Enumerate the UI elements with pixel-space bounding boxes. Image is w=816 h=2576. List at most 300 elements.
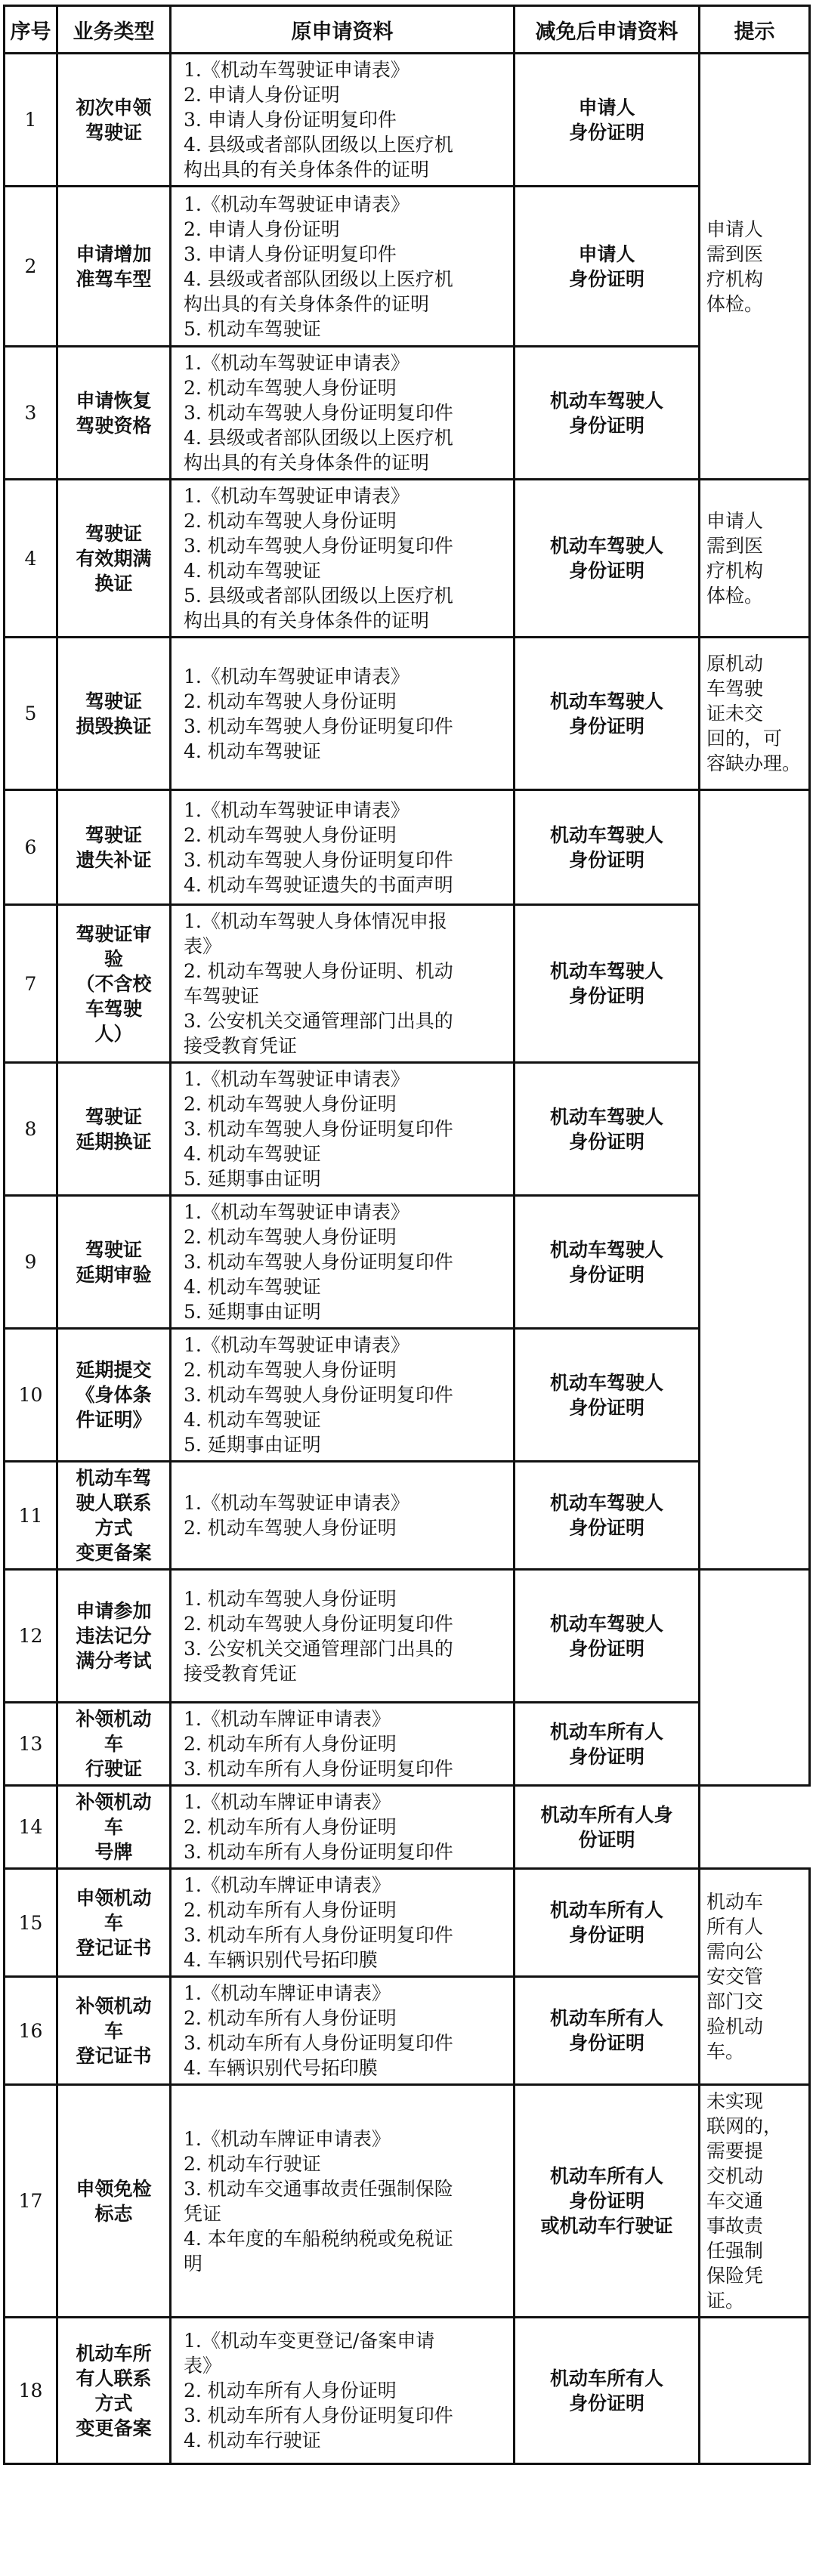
- cell-line: 车驾驶证: [184, 985, 260, 1007]
- cell-line: 行驶证: [85, 1758, 142, 1780]
- row-index: 15: [5, 1869, 57, 1977]
- cell-line: 疗机构: [706, 267, 764, 290]
- reduced-materials-cell: [515, 1063, 700, 1196]
- cell-line: 2. 申请人身份证明: [184, 218, 340, 240]
- cell-line: 构出具的有关身体条件的证明: [184, 159, 430, 181]
- row-index: 4: [5, 480, 57, 638]
- table-row: [5, 1570, 810, 1703]
- cell-line: 机动车所有人: [549, 1720, 663, 1743]
- reduced-materials-cell: [515, 1462, 700, 1570]
- cell-line: 事故责: [706, 2215, 764, 2237]
- cell-line: 驾驶证: [85, 522, 142, 545]
- cell-line: 1.《机动车牌证申请表》: [184, 1982, 391, 2004]
- reduced-materials-cell: [515, 790, 700, 905]
- business-type-cell: [57, 638, 171, 790]
- cell-line: 身份证明: [568, 414, 644, 437]
- cell-line: 2. 机动车驾驶人身份证明: [184, 1226, 397, 1248]
- cell-line: 2. 申请人身份证明: [184, 84, 340, 106]
- row-index: 18: [5, 2318, 57, 2464]
- cell-line: 1.《机动车驾驶证申请表》: [184, 193, 410, 215]
- row-index: 5: [5, 638, 57, 790]
- cell-line: 1.《机动车驾驶证申请表》: [184, 1334, 410, 1356]
- cell-line: 身份证明: [568, 1517, 644, 1539]
- tip-cell: [700, 1869, 810, 2085]
- cell-line: 1. 机动车驾驶人身份证明: [184, 1587, 397, 1610]
- reduced-materials-cell: [515, 2085, 700, 2318]
- cell-line: 3. 公安机关交通管理部门出具的: [184, 1637, 453, 1660]
- cell-line: 2. 机动车驾驶人身份证明: [184, 510, 397, 532]
- original-materials-cell: [171, 2318, 515, 2464]
- row-index: 13: [5, 1703, 57, 1786]
- original-materials-cell: [171, 480, 515, 638]
- tip-cell: [700, 2085, 810, 2318]
- cell-line: 3. 机动车驾驶人身份证明复印件: [184, 402, 453, 424]
- cell-line: 机动车驾驶人: [549, 1492, 663, 1514]
- cell-line: 3. 机动车交通事故责任强制保险: [184, 2177, 453, 2200]
- cell-line: 4. 机动车行驶证: [184, 2429, 321, 2451]
- cell-line: 登记证书: [76, 1936, 152, 1959]
- header-original-materials: 原申请资料: [171, 6, 515, 54]
- cell-line: 补领机动: [76, 1708, 152, 1730]
- table-row: [5, 2318, 810, 2464]
- cell-line: 机动车所有人: [549, 2007, 663, 2029]
- cell-line: 2. 机动车所有人身份证明: [184, 2007, 397, 2029]
- reduced-materials-cell: [515, 638, 700, 790]
- cell-line: 凭证: [184, 2202, 222, 2225]
- cell-line: 未实现: [706, 2090, 764, 2112]
- cell-line: 机动车所有人身: [540, 1803, 673, 1826]
- reduced-materials-cell: [515, 187, 700, 347]
- cell-line: 4. 机动车驾驶证: [184, 1276, 321, 1298]
- cell-line: 1.《机动车驾驶证申请表》: [184, 1492, 410, 1514]
- row-index: 3: [5, 347, 57, 480]
- original-materials-cell: [171, 1196, 515, 1329]
- cell-line: 容缺办理。: [706, 752, 802, 774]
- cell-line: 机动车所: [76, 2342, 152, 2364]
- cell-line: 4. 机动车驾驶证: [184, 1143, 321, 1165]
- row-index: 6: [5, 790, 57, 905]
- cell-line: 2. 机动车驾驶人身份证明复印件: [184, 1612, 453, 1635]
- cell-line: 5. 延期事由证明: [184, 1434, 321, 1456]
- cell-line: 体检。: [706, 292, 764, 315]
- cell-line: 身份证明: [568, 1130, 644, 1153]
- original-materials-cell: [171, 1570, 515, 1703]
- cell-line: 所有人: [706, 1916, 764, 1938]
- cell-line: 3. 机动车所有人身份证明复印件: [184, 1841, 453, 1863]
- reduced-materials-cell: [515, 1703, 700, 1786]
- cell-line: 号牌: [94, 1841, 133, 1863]
- row-index: 14: [5, 1786, 57, 1869]
- cell-line: 车交通: [706, 2190, 764, 2212]
- original-materials-cell: [171, 1462, 515, 1570]
- cell-line: 违法记分: [76, 1625, 152, 1647]
- cell-line: 3. 机动车驾驶人身份证明复印件: [184, 1384, 453, 1406]
- cell-line: 2. 机动车所有人身份证明: [184, 2380, 397, 2401]
- cell-line: 需到医: [706, 535, 764, 557]
- cell-line: 原机动: [706, 653, 764, 675]
- reduced-materials-cell: [515, 1786, 700, 1869]
- table-row: [5, 1063, 810, 1196]
- cell-line: 驶人联系: [76, 1492, 152, 1514]
- cell-line: 换证: [94, 572, 133, 595]
- original-materials-cell: [171, 1869, 515, 1977]
- cell-line: 件证明》: [76, 1409, 152, 1431]
- reduced-materials-cell: [515, 1570, 700, 1703]
- cell-line: 1.《机动车驾驶证申请表》: [184, 352, 410, 374]
- cell-line: 驾驶证审: [76, 922, 152, 945]
- tip-cell-empty: [700, 2318, 810, 2464]
- cell-line: 驾驶证: [85, 1238, 142, 1261]
- cell-line: 机动车所有人: [549, 2367, 663, 2389]
- cell-line: 机动车: [706, 1891, 764, 1913]
- cell-line: 机动车驾驶人: [549, 1238, 663, 1261]
- cell-line: 身份证明: [568, 2032, 644, 2054]
- original-materials-cell: [171, 1063, 515, 1196]
- table-row: [5, 790, 810, 905]
- cell-line: 1.《机动车驾驶人身体情况申报: [184, 910, 447, 932]
- cell-line: 3. 机动车所有人身份证明复印件: [184, 2405, 453, 2426]
- cell-line: 4. 县级或者部队团级以上医疗机: [184, 134, 453, 156]
- business-type-cell: [57, 347, 171, 480]
- cell-line: 2. 机动车所有人身份证明: [184, 1899, 397, 1921]
- table-row: [5, 1869, 810, 1977]
- business-type-cell: [57, 480, 171, 638]
- cell-line: 4. 机动车驾驶证: [184, 560, 321, 582]
- row-index: 16: [5, 1977, 57, 2085]
- cell-line: 身份证明: [568, 2392, 644, 2414]
- table-row: [5, 638, 810, 790]
- cell-line: 申领机动: [76, 1886, 152, 1909]
- cell-line: 1.《机动车驾驶证申请表》: [184, 1068, 410, 1090]
- cell-line: 3. 申请人身份证明复印件: [184, 242, 397, 265]
- cell-line: 表》: [184, 935, 222, 957]
- reduced-materials-cell: [515, 1196, 700, 1329]
- cell-line: 身份证明: [568, 560, 644, 582]
- table-row: [5, 1196, 810, 1329]
- original-materials-cell: [171, 1977, 515, 2085]
- cell-line: 驾驶资格: [76, 414, 152, 437]
- cell-line: 申领免检: [76, 2177, 152, 2200]
- cell-line: 4. 机动车驾驶证: [184, 740, 321, 762]
- cell-line: 车: [104, 1816, 123, 1838]
- business-type-cell: [57, 1570, 171, 1703]
- cell-line: 1.《机动车驾驶证申请表》: [184, 59, 410, 81]
- reduced-materials-cell: [515, 1329, 700, 1462]
- header-tips: 提示: [700, 6, 810, 54]
- cell-line: 车: [104, 1733, 123, 1755]
- cell-line: 1.《机动车牌证申请表》: [184, 1708, 391, 1730]
- cell-line: 保险凭: [706, 2265, 764, 2287]
- cell-line: 补领机动: [76, 1994, 152, 2017]
- cell-line: 车驾驶: [706, 678, 764, 700]
- cell-line: 4. 车辆识别代号拓印膜: [184, 1949, 378, 1971]
- reduced-materials-cell: [515, 905, 700, 1063]
- cell-line: 3. 机动车驾驶人身份证明复印件: [184, 848, 453, 871]
- business-type-cell: [57, 2085, 171, 2318]
- cell-line: 1.《机动车牌证申请表》: [184, 1791, 391, 1813]
- cell-line: 份证明: [578, 1828, 635, 1851]
- cell-line: 补领机动: [76, 1791, 152, 1813]
- cell-line: 标志: [94, 2202, 133, 2225]
- cell-line: 遗失补证: [76, 848, 152, 871]
- tip-cell: [700, 638, 810, 790]
- original-materials-cell: [171, 790, 515, 905]
- business-type-cell: [57, 2318, 171, 2464]
- cell-line: 身份证明: [568, 121, 644, 144]
- cell-line: 构出具的有关身体条件的证明: [184, 292, 430, 315]
- reduced-materials-cell: [515, 2318, 700, 2464]
- cell-line: 2. 机动车驾驶人身份证明: [184, 690, 397, 712]
- table-row: [5, 187, 810, 347]
- document-page: [3, 5, 808, 2465]
- cell-line: 3. 机动车所有人身份证明复印件: [184, 1924, 453, 1946]
- cell-line: 需向公: [706, 1941, 764, 1963]
- business-type-cell: [57, 1329, 171, 1462]
- cell-line: 驾驶证: [85, 1105, 142, 1128]
- cell-line: 1.《机动车驾驶证申请表》: [184, 798, 410, 821]
- cell-line: 4. 车辆识别代号拓印膜: [184, 2057, 378, 2079]
- cell-line: 有人联系: [76, 2367, 152, 2389]
- cell-line: 明: [184, 2252, 203, 2275]
- cell-line: 车: [104, 1911, 123, 1934]
- table-row: [5, 1462, 810, 1570]
- row-index: 9: [5, 1196, 57, 1329]
- cell-line: 车驾驶: [85, 997, 142, 1020]
- cell-line: 2. 机动车行驶证: [184, 2152, 321, 2175]
- cell-line: 申请人: [706, 510, 764, 532]
- cell-line: 5. 机动车驾驶证: [184, 317, 321, 340]
- row-index: 10: [5, 1329, 57, 1462]
- cell-line: 需到医: [706, 242, 764, 265]
- cell-line: 身份证明: [568, 1396, 644, 1419]
- cell-line: 机动车驾驶人: [549, 535, 663, 557]
- cell-line: 身份证明: [568, 1745, 644, 1768]
- cell-line: 回的，可: [706, 727, 783, 749]
- cell-line: 联网的，: [706, 2115, 783, 2137]
- cell-line: 延期审验: [76, 1263, 152, 1286]
- cell-line: 人）: [94, 1022, 133, 1045]
- reduced-materials-cell: [515, 54, 700, 187]
- reduced-materials-cell: [515, 347, 700, 480]
- original-materials-cell: [171, 1786, 515, 1869]
- cell-line: 3. 机动车驾驶人身份证明复印件: [184, 715, 453, 737]
- row-index: 11: [5, 1462, 57, 1570]
- cell-line: 变更备案: [76, 2417, 152, 2439]
- cell-line: 申请人: [578, 242, 635, 265]
- business-type-cell: [57, 1196, 171, 1329]
- cell-line: 机动车驾驶人: [549, 690, 663, 712]
- table-header-row: [5, 6, 810, 54]
- cell-line: 体检。: [706, 585, 764, 607]
- cell-line: 4. 本年度的车船税纳税或免税证: [184, 2227, 453, 2250]
- business-type-cell: [57, 1977, 171, 2085]
- cell-line: 申请恢复: [76, 389, 152, 412]
- business-type-cell: [57, 187, 171, 347]
- cell-line: 机动车驾驶人: [549, 389, 663, 412]
- reduced-materials-cell: [515, 1977, 700, 2085]
- cell-line: 方式: [94, 1517, 133, 1539]
- business-type-cell: [57, 905, 171, 1063]
- cell-line: 延期换证: [76, 1130, 152, 1153]
- cell-line: 接受教育凭证: [184, 1662, 298, 1685]
- cell-line: 损毁换证: [76, 715, 152, 737]
- header-business-type: 业务类型: [57, 6, 171, 54]
- cell-line: 交机动: [706, 2165, 764, 2187]
- cell-line: 机动车所有人: [549, 1899, 663, 1921]
- table-row: [5, 1977, 810, 2085]
- header-reduced-materials: 减免后申请资料: [515, 6, 700, 54]
- header-index: 序号: [5, 6, 57, 54]
- cell-line: 《身体条: [76, 1384, 152, 1406]
- cell-line: 构出具的有关身体条件的证明: [184, 452, 430, 474]
- table-row: [5, 1786, 810, 1869]
- table-row: [5, 905, 810, 1063]
- table-row: [5, 480, 810, 638]
- cell-line: 3. 机动车驾驶人身份证明复印件: [184, 1251, 453, 1273]
- cell-line: 身份证明: [568, 848, 644, 871]
- row-index: 17: [5, 2085, 57, 2318]
- cell-line: 需要提: [706, 2140, 764, 2162]
- cell-line: 准驾车型: [76, 267, 152, 290]
- cell-line: 2. 机动车所有人身份证明: [184, 1733, 397, 1755]
- cell-line: 车。: [706, 2040, 745, 2062]
- materials-table: [3, 5, 811, 2465]
- cell-line: 机动车驾驶人: [549, 1105, 663, 1128]
- original-materials-cell: [171, 2085, 515, 2318]
- original-materials-cell: [171, 187, 515, 347]
- table-row: [5, 1703, 810, 1786]
- cell-line: 验: [104, 947, 123, 970]
- cell-line: 身份证明: [568, 2190, 644, 2212]
- tip-cell: [700, 54, 810, 480]
- cell-line: 2. 机动车所有人身份证明: [184, 1816, 397, 1838]
- cell-line: 驾驶证: [85, 690, 142, 712]
- row-index: 7: [5, 905, 57, 1063]
- cell-line: （不含校: [76, 972, 152, 995]
- row-index: 8: [5, 1063, 57, 1196]
- table-row: [5, 1329, 810, 1462]
- cell-line: 验机动: [706, 2015, 764, 2037]
- original-materials-cell: [171, 347, 515, 480]
- business-type-cell: [57, 1462, 171, 1570]
- cell-line: 机动车驾驶人: [549, 823, 663, 846]
- row-index: 1: [5, 54, 57, 187]
- cell-line: 部门交: [706, 1991, 764, 2012]
- business-type-cell: [57, 54, 171, 187]
- original-materials-cell: [171, 54, 515, 187]
- row-index: 12: [5, 1570, 57, 1703]
- cell-line: 身份证明: [568, 715, 644, 737]
- business-type-cell: [57, 1063, 171, 1196]
- cell-line: 身份证明: [568, 985, 644, 1007]
- cell-line: 1.《机动车驾驶证申请表》: [184, 485, 410, 507]
- cell-line: 申请人: [706, 218, 764, 240]
- cell-line: 2. 机动车驾驶人身份证明: [184, 823, 397, 846]
- business-type-cell: [57, 1703, 171, 1786]
- tip-cell-empty: [700, 790, 810, 1570]
- cell-line: 登记证书: [76, 2044, 152, 2067]
- tip-cell-empty: [700, 1570, 810, 1786]
- cell-line: 2. 机动车驾驶人身份证明: [184, 1093, 397, 1115]
- business-type-cell: [57, 790, 171, 905]
- cell-line: 驾驶证: [85, 823, 142, 846]
- cell-line: 3. 机动车驾驶人身份证明复印件: [184, 1118, 453, 1140]
- cell-line: 1.《机动车变更登记/备案申请: [184, 2330, 435, 2352]
- cell-line: 身份证明: [568, 1924, 644, 1946]
- cell-line: 3. 申请人身份证明复印件: [184, 109, 397, 131]
- cell-line: 机动车驾驶人: [549, 960, 663, 982]
- cell-line: 身份证明: [568, 1263, 644, 1286]
- cell-line: 3. 公安机关交通管理部门出具的: [184, 1010, 453, 1032]
- cell-line: 4. 县级或者部队团级以上医疗机: [184, 427, 453, 449]
- table-row: [5, 2085, 810, 2318]
- table-row: [5, 347, 810, 480]
- cell-line: 申请增加: [76, 242, 152, 265]
- cell-line: 身份证明: [568, 1637, 644, 1660]
- original-materials-cell: [171, 905, 515, 1063]
- cell-line: 机动车驾: [76, 1467, 152, 1489]
- cell-line: 3. 机动车所有人身份证明复印件: [184, 2032, 453, 2054]
- cell-line: 2. 机动车驾驶人身份证明: [184, 377, 397, 399]
- cell-line: 表》: [184, 2355, 222, 2377]
- table-row: [5, 54, 810, 187]
- cell-line: 2. 机动车驾驶人身份证明: [184, 1517, 397, 1539]
- row-index: 2: [5, 187, 57, 347]
- cell-line: 3. 机动车所有人身份证明复印件: [184, 1758, 453, 1780]
- cell-line: 延期提交: [76, 1359, 152, 1381]
- cell-line: 驾驶证: [85, 121, 142, 144]
- original-materials-cell: [171, 1703, 515, 1786]
- original-materials-cell: [171, 1329, 515, 1462]
- cell-line: 疗机构: [706, 560, 764, 582]
- cell-line: 或机动车行驶证: [540, 2215, 673, 2237]
- cell-line: 5. 县级或者部队团级以上医疗机: [184, 585, 453, 607]
- cell-line: 满分考试: [76, 1650, 152, 1672]
- cell-line: 4. 县级或者部队团级以上医疗机: [184, 267, 453, 290]
- cell-line: 有效期满: [76, 547, 152, 570]
- cell-line: 3. 机动车驾驶人身份证明复印件: [184, 535, 453, 557]
- cell-line: 4. 机动车驾驶证遗失的书面声明: [184, 873, 453, 896]
- cell-line: 1.《机动车牌证申请表》: [184, 1874, 391, 1896]
- cell-line: 证。: [706, 2290, 745, 2312]
- cell-line: 身份证明: [568, 267, 644, 290]
- cell-line: 接受教育凭证: [184, 1035, 298, 1057]
- cell-line: 2. 机动车驾驶人身份证明: [184, 1359, 397, 1381]
- cell-line: 任强制: [706, 2240, 764, 2262]
- business-type-cell: [57, 1869, 171, 1977]
- cell-line: 申请人: [578, 96, 635, 119]
- cell-line: 变更备案: [76, 1542, 152, 1564]
- cell-line: 安交管: [706, 1966, 764, 1988]
- cell-line: 机动车驾驶人: [549, 1371, 663, 1394]
- cell-line: 证未交: [706, 703, 764, 724]
- cell-line: 4. 机动车驾驶证: [184, 1409, 321, 1431]
- cell-line: 初次申领: [76, 96, 152, 119]
- reduced-materials-cell: [515, 480, 700, 638]
- cell-line: 1.《机动车牌证申请表》: [184, 2127, 391, 2150]
- business-type-cell: [57, 1786, 171, 1869]
- cell-line: 申请参加: [76, 1600, 152, 1622]
- reduced-materials-cell: [515, 1869, 700, 1977]
- cell-line: 机动车所有人: [549, 2165, 663, 2187]
- cell-line: 构出具的有关身体条件的证明: [184, 610, 430, 632]
- cell-line: 1.《机动车驾驶证申请表》: [184, 1201, 410, 1223]
- cell-line: 方式: [94, 2392, 133, 2414]
- cell-line: 车: [104, 2019, 123, 2042]
- tip-cell: [700, 480, 810, 638]
- cell-line: 5. 延期事由证明: [184, 1168, 321, 1190]
- cell-line: 5. 延期事由证明: [184, 1301, 321, 1323]
